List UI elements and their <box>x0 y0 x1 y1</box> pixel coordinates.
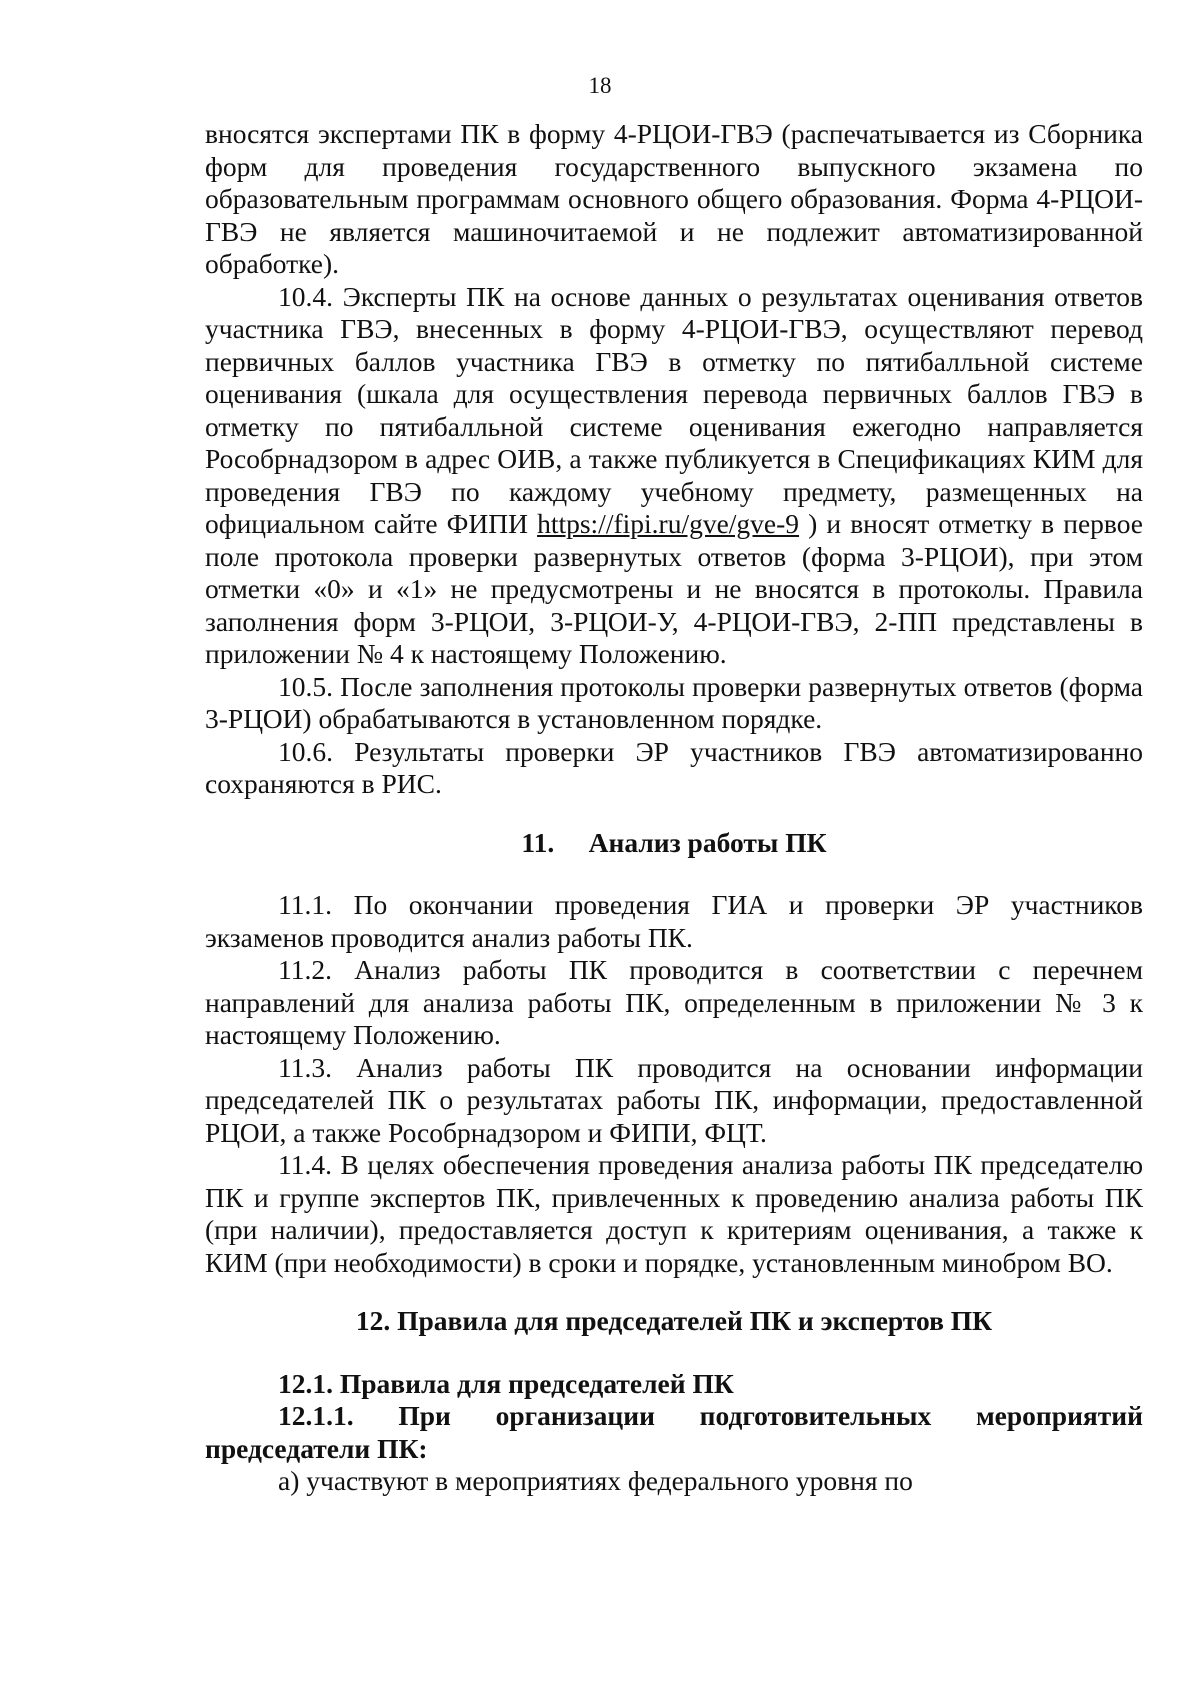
paragraph-10-4 <box>205 281 1143 671</box>
paragraph-11-2: 11.2. Анализ работы ПК проводится в соответствии с перечнем направлений для анализа работы ПК, определенным в приложении № 3 к настоящему Положению. <box>205 954 1143 1050</box>
paragraph-10-4-text-end: ) и вносят отметку в первое поле протокола проверки развернутых ответов (форма 3-РЦОИ), при этом отметки «0» и «1» не предусмотрены и не вносятся в протоколы. Правила заполнения форм 3-РЦОИ, 3-РЦОИ-У, 4-РЦОИ-ГВЭ, 2-ПП представлены в приложении № 4 к настоящему Положению. <box>205 508 1143 669</box>
section-heading-11: 11. Анализ работы ПК <box>521 826 827 858</box>
subsection-heading-12-1: 12.1. Правила для председателей ПК <box>278 1367 734 1399</box>
document-body <box>205 118 1143 1498</box>
fipi-link[interactable]: https://fipi.ru/gve/gve-9 <box>537 508 800 539</box>
list-item-a: а) участвуют в мероприятиях федерального уровня по <box>278 1465 913 1496</box>
paragraph-10-5: 10.5. После заполнения протоколы проверки развернутых ответов (форма 3-РЦОИ) обрабатываются в установленном порядке. <box>205 670 1143 734</box>
paragraph-10-4-text-start: 10.4. Эксперты ПК на основе данных о результатах оценивания ответов участника ГВЭ, внесенных в форму 4-РЦОИ-ГВЭ, осуществляют перевод первичных баллов участника ГВЭ в отметку по пятибалльной системе оценивания (шкала для осуществления перевода первичных баллов ГВЭ в отметку по пятибалльной системе оценивания ежегодно направляется Рособрнадзором в адрес ОИВ, а также публикуется в Спецификациях КИМ для проведения ГВЭ по каждому учебному предмету, размещенных на официальном сайте ФИПИ <box>205 280 1143 539</box>
paragraph-11-4: 11.4. В целях обеспечения проведения анализа работы ПК председателю ПК и группе экспертов ПК, привлеченных к проведению анализа работы ПК (при наличии), предоставляется доступ к критериям оценивания, а также к КИМ (при необходимости) в сроки и порядке, установленным минобром ВО. <box>205 1149 1143 1278</box>
paragraph-12-1-1: 12.1.1. При организации подготовительных мероприятий председатели ПК: <box>205 1400 1143 1464</box>
paragraph-11-1: 11.1. По окончании проведения ГИА и проверки ЭР участников экзаменов проводится анализ работы ПК. <box>205 889 1143 953</box>
paragraph-intro: вносятся экспертами ПК в форму 4-РЦОИ-ГВЭ (распечатывается из Сборника форм для проведения государственного выпускного экзамена по образовательным программам основного общего образования. Форма 4-РЦОИ-ГВЭ не является машиночитаемой и не подлежит автоматизированной обработке). <box>205 118 1143 279</box>
section-heading-12: 12. Правила для председателей ПК и экспертов ПК <box>355 1305 993 1336</box>
paragraph-10-6: 10.6. Результаты проверки ЭР участников ГВЭ автоматизированно сохраняются в РИС. <box>205 735 1143 799</box>
page-number: 18 <box>588 73 612 98</box>
paragraph-11-3: 11.3. Анализ работы ПК проводится на основании информации председателей ПК о результатах работы ПК, информации, предоставленной РЦОИ, а также Рособрнадзором и ФИПИ, ФЦТ. <box>205 1051 1143 1148</box>
